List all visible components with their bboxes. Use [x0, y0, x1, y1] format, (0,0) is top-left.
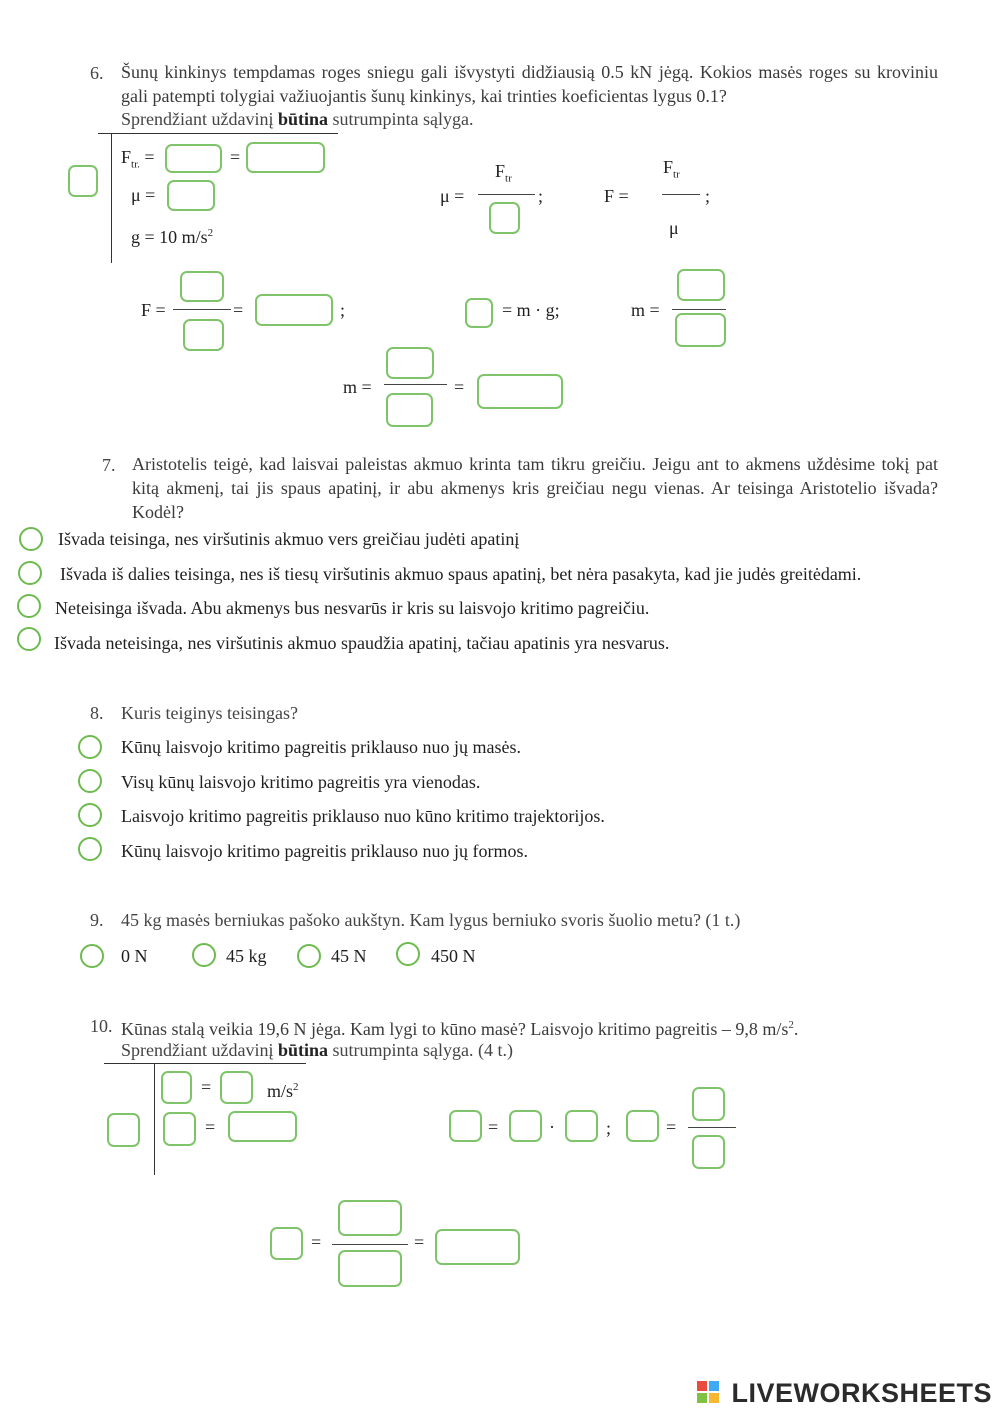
q8-number: 8. — [90, 703, 104, 723]
q10-dot: · — [549, 1117, 555, 1137]
liveworksheets-brand: LIVEWORKSHEETS — [731, 1378, 992, 1408]
q6-given-vline — [111, 133, 112, 263]
q6-m2-fraction-line — [384, 384, 447, 385]
q6-mg-label: = m · g; — [502, 300, 560, 320]
q10-m-formula-den-input[interactable] — [692, 1135, 725, 1169]
q6-f-formula-left: F = — [604, 186, 629, 206]
liveworksheets-logo-icon — [697, 1381, 719, 1403]
q10-given-2-symbol-input[interactable] — [163, 1112, 196, 1146]
q6-mu-fraction-line — [478, 194, 535, 195]
q9-option-3-radio[interactable] — [297, 944, 321, 968]
q6-m-label: m = — [631, 300, 660, 320]
q10-result-num-input[interactable] — [338, 1200, 402, 1236]
q7-text: Aristotelis teigė, kad laisvai paleistas akmuo krinta tam tikru greičiu. Jeigu ant to akmens uždėsime tokį pat kitą akmenį, tai jis spaus apatinį, ir abu akmenys kris greičiau negu vienas. Ar teisinga Aristotelio išvada? Kodėl? — [132, 454, 938, 522]
q10-hint: Sprendžiant uždavinį būtina sutrumpinta sąlyga. (4 t.) — [121, 1040, 513, 1060]
q7-option-2-label: Išvada iš dalies teisinga, nes iš tiesų viršutinis akmuo spaus apatinį, bet nėra pasakyta, kad jie judės greitėdami. — [60, 564, 862, 584]
q6-given-hline — [98, 133, 338, 134]
q7-option-2-radio[interactable] — [18, 561, 42, 585]
q7-number: 7. — [102, 455, 116, 475]
q6-given-box[interactable] — [68, 165, 98, 197]
q9-option-4-label: 450 N — [431, 946, 476, 966]
q7-option-4-radio[interactable] — [17, 627, 41, 651]
q6-number: 6. — [90, 63, 104, 83]
q10-text: Kūnas stalą veikia 19,6 N jėga. Kam lygi to kūno masė? Laisvojo kritimo pagreitis – 9,8 $m/s^2$. — [121, 1019, 799, 1039]
q10-eq5: = — [311, 1232, 322, 1252]
q6-f-denominator-input[interactable] — [183, 319, 224, 351]
q8-option-4-label: Kūnų laisvojo kritimo pagreitis priklauso nuo jų formos. — [121, 841, 528, 861]
q10-eq2: = — [205, 1117, 216, 1137]
q7-option-4-label: Išvada neteisinga, nes viršutinis akmuo spaudžia apatinį, tačiau apatinis yra nesvarus. — [54, 633, 670, 653]
q10-eq6: = — [414, 1232, 425, 1252]
q10-result-fraction-line — [332, 1244, 408, 1245]
q6-f-label2: F = — [141, 300, 166, 320]
q9-option-2-radio[interactable] — [192, 943, 216, 967]
q6-f-formula-num: $F_{tr}$ — [663, 157, 680, 181]
q6-f-fraction-line — [662, 194, 700, 195]
q10-m-formula-lhs-input[interactable] — [626, 1110, 659, 1142]
q6-mg-input[interactable] — [465, 298, 493, 328]
q10-given-2-value-input[interactable] — [228, 1111, 297, 1142]
q6-mu-denominator-input[interactable] — [489, 202, 520, 234]
q10-given-1-symbol-input[interactable] — [161, 1071, 192, 1104]
q10-given-hline — [104, 1063, 306, 1064]
q10-eq3: = — [488, 1117, 499, 1137]
q8-text: Kuris teiginys teisingas? — [121, 703, 298, 723]
q8-option-1-radio[interactable] — [78, 735, 102, 759]
q6-f-fraction-line2 — [173, 309, 231, 310]
q6-mu-formula-num: $F_{tr}$ — [495, 161, 512, 185]
q7-option-1-label: Išvada teisinga, nes viršutinis akmuo vers greičiau judėti apatinį — [58, 529, 520, 549]
q7-option-3-radio[interactable] — [17, 594, 41, 618]
q8-option-2-radio[interactable] — [78, 769, 102, 793]
q10-formula-lhs-input[interactable] — [449, 1110, 482, 1142]
q7-option-3-label: Neteisinga išvada. Abu akmenys bus nesvarūs ir kris su laisvojo kritimo pagreičiu. — [55, 598, 650, 618]
q6-eq2: = — [233, 300, 244, 320]
q10-semicolon: ; — [606, 1118, 612, 1138]
q6-m-fraction-line — [672, 309, 726, 310]
q6-f-semicolon: ; — [705, 186, 711, 206]
q9-number: 9. — [90, 910, 104, 930]
q6-m2-denominator-input[interactable] — [386, 393, 433, 427]
q6-mu-label: μ = — [131, 185, 156, 205]
q6-mu-formula-left: μ = — [440, 186, 465, 206]
q6-ftr-value-input[interactable] — [246, 142, 325, 173]
q10-result-den-input[interactable] — [338, 1250, 402, 1287]
q6-m-label2: m = — [343, 377, 372, 397]
q10-given-vline — [154, 1063, 155, 1175]
q10-result-lhs-input[interactable] — [270, 1227, 303, 1260]
q6-f-formula-den: μ — [669, 218, 679, 238]
q6-m-denominator-input[interactable] — [675, 313, 726, 347]
q9-option-1-label: 0 N — [121, 946, 148, 966]
q10-m-formula-fraction-line — [688, 1127, 736, 1128]
q10-eq1: = — [201, 1077, 212, 1097]
q6-m2-numerator-input[interactable] — [386, 347, 434, 379]
q6-m-result-input[interactable] — [477, 374, 563, 409]
q9-text: 45 kg masės berniukas pašoko aukštyn. Kam lygus berniuko svoris šuolio metu? (1 t.) — [121, 910, 741, 930]
q6-ftr-label: $F_{tr.}$ = — [121, 147, 155, 171]
q6-mu-semicolon: ; — [538, 186, 544, 206]
q6-text: Šunų kinkinys tempdamas roges sniegu gali išvystyti didžiausią 0.5 kN jėgą. Kokios masės roges su kroviniu gali patempti tolygiai važiuojantis šunų kinkinys, kai trinties koeficientas lygus 0.1? — [121, 62, 938, 106]
q6-ftr-input[interactable] — [165, 144, 222, 173]
q9-option-2-label: 45 kg — [226, 946, 267, 966]
q6-hint: Sprendžiant uždavinį būtina sutrumpinta sąlyga. — [121, 109, 474, 129]
q10-m-formula-num-input[interactable] — [692, 1087, 725, 1121]
q6-f-result-input[interactable] — [255, 294, 333, 326]
q10-number: 10. — [90, 1016, 113, 1036]
q10-given-box[interactable] — [107, 1113, 140, 1147]
q6-eq-sign: = — [230, 147, 241, 167]
q10-eq4: = — [666, 1117, 677, 1137]
q10-result-value-input[interactable] — [435, 1229, 520, 1265]
q6-g-label: g = 10 $m/s^2$ — [131, 227, 214, 247]
q9-option-4-radio[interactable] — [396, 942, 420, 966]
q8-option-1-label: Kūnų laisvojo kritimo pagreitis priklauso nuo jų masės. — [121, 737, 521, 757]
q8-option-4-radio[interactable] — [78, 837, 102, 861]
q10-formula-factor1-input[interactable] — [509, 1110, 542, 1142]
q6-m-numerator-input[interactable] — [677, 269, 725, 301]
q6-f-numerator-input[interactable] — [180, 271, 224, 302]
q8-option-3-label: Laisvojo kritimo pagreitis priklauso nuo kūno kritimo trajektorijos. — [121, 806, 605, 826]
q6-eq3: = — [454, 377, 465, 397]
q10-given-1-value-input[interactable] — [220, 1071, 253, 1104]
q9-option-3-label: 45 N — [331, 946, 367, 966]
q9-option-1-radio[interactable] — [80, 944, 104, 968]
q10-unit: $m/s^2$ — [267, 1081, 299, 1101]
q6-semicolon2: ; — [340, 300, 346, 320]
q8-option-3-radio[interactable] — [78, 803, 102, 827]
q6-mu-input[interactable] — [167, 180, 215, 211]
q10-formula-factor2-input[interactable] — [565, 1110, 598, 1142]
q7-option-1-radio[interactable] — [19, 527, 43, 551]
q8-option-2-label: Visų kūnų laisvojo kritimo pagreitis yra vienodas. — [121, 772, 481, 792]
